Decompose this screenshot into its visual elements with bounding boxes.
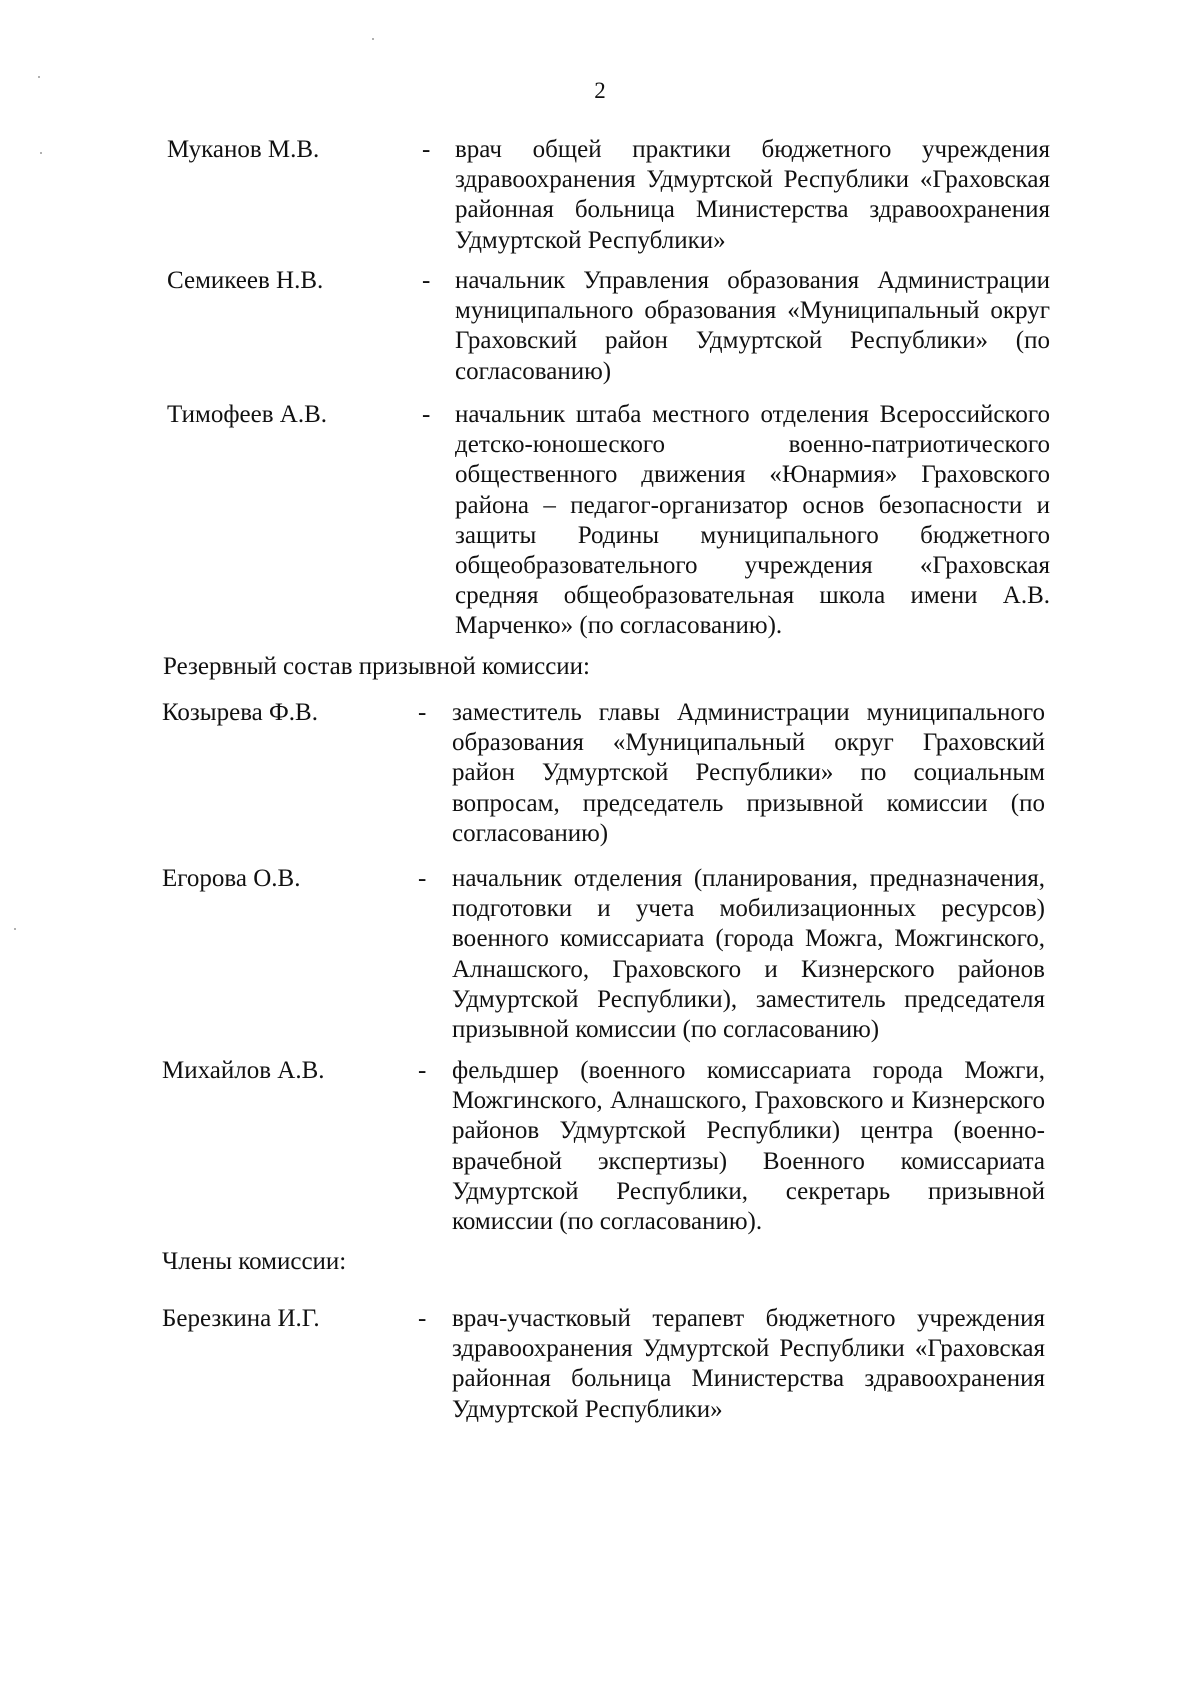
member-name: Козырева Ф.В. bbox=[162, 699, 318, 726]
members-section-heading: Члены комиссии: bbox=[162, 1248, 347, 1275]
member-description: заместитель главы Администрации муниципального образования «Муниципальный округ Граховский район Удмуртской Республики» по социальным вопросам, председатель призывной комиссии (по согласованию) bbox=[452, 699, 1045, 847]
page-number: 2 bbox=[594, 78, 606, 103]
dash-separator: - bbox=[422, 401, 431, 428]
member-description: начальник Управления образования Администрации муниципального образования «Муниципальный округ Граховский район Удмуртской Республики» (по согласованию) bbox=[455, 267, 1050, 385]
scan-speck bbox=[372, 38, 374, 40]
member-description: врач общей практики бюджетного учреждения здравоохранения Удмуртской Республики «Граховская районная больница Министерства здравоохранения Удмуртской Республики» bbox=[455, 136, 1050, 254]
member-name: Семикеев Н.В. bbox=[167, 267, 324, 294]
member-name: Тимофеев А.В. bbox=[167, 401, 328, 428]
member-description: фельдшер (военного комиссариата города Можги, Можгинского, Алнашского, Граховского и Кизнерского районов Удмуртской Республики) центра (военно-врачебной экспертизы) Военного комиссариата Удмуртской Республики, секретарь призывной комиссии (по согласованию). bbox=[452, 1057, 1045, 1236]
scan-speck bbox=[38, 76, 40, 78]
member-name: Березкина И.Г. bbox=[162, 1305, 320, 1332]
scan-speck bbox=[14, 928, 16, 930]
member-description: начальник штаба местного отделения Всероссийского детско-юношеского военно-патриотического общественного движения «Юнармия» Граховского района – педагог-организатор основ безопасности и защиты Родины муниципального бюджетного общеобразовательного учреждения «Граховская средняя общеобразовательная школа имени А.В. Марченко» (по согласованию). bbox=[455, 401, 1050, 640]
member-name: Егорова О.В. bbox=[162, 865, 301, 892]
dash-separator: - bbox=[422, 136, 431, 163]
member-name: Муканов М.В. bbox=[167, 136, 320, 163]
dash-separator: - bbox=[418, 1057, 427, 1084]
dash-separator: - bbox=[418, 865, 427, 892]
scan-speck bbox=[40, 152, 42, 154]
reserve-section-heading: Резервный состав призывной комиссии: bbox=[163, 653, 590, 680]
dash-separator: - bbox=[418, 699, 427, 726]
member-description: врач-участковый терапевт бюджетного учреждения здравоохранения Удмуртской Республики «Граховская районная больница Министерства здравоохранения Удмуртской Республики» bbox=[452, 1305, 1045, 1423]
dash-separator: - bbox=[418, 1305, 427, 1332]
dash-separator: - bbox=[422, 267, 431, 294]
member-name: Михайлов А.В. bbox=[162, 1057, 325, 1084]
member-description: начальник отделения (планирования, предназначения, подготовки и учета мобилизационных ресурсов) военного комиссариата (города Можга, Можгинского, Алнашского, Граховского и Кизнерского районов Удмуртской Республики), заместитель председателя призывной комиссии (по согласованию) bbox=[452, 865, 1045, 1044]
